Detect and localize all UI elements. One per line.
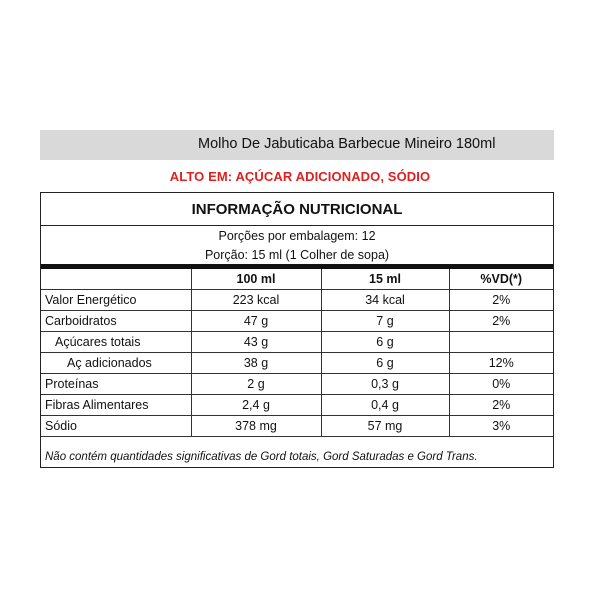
nutrient-name: Sódio — [41, 416, 191, 437]
nutrient-name: Valor Energético — [41, 290, 191, 311]
table-row — [41, 332, 553, 353]
nutrition-table — [41, 269, 553, 437]
product-title: Molho De Jabuticaba Barbecue Mineiro 180ml — [198, 136, 496, 152]
nutrient-name: Carboidratos — [41, 311, 191, 332]
value-per-portion: 0,4 g — [321, 395, 449, 416]
daily-value: 3% — [449, 416, 553, 437]
daily-value: 2% — [449, 290, 553, 311]
nutrient-name: Fibras Alimentares — [41, 395, 191, 416]
table-row — [41, 395, 553, 416]
value-per-portion: 6 g — [321, 332, 449, 353]
table-row — [41, 353, 553, 374]
nutrient-name: Proteínas — [41, 374, 191, 395]
servings-per-package: Porções por embalagem: 12 — [218, 229, 376, 243]
value-per-100ml: 47 g — [191, 311, 321, 332]
header-per-100ml: 100 ml — [191, 269, 321, 290]
nutrient-name: Açúcares totais — [41, 332, 191, 353]
table-header-row — [41, 269, 553, 290]
value-per-portion: 7 g — [321, 311, 449, 332]
value-per-portion: 6 g — [321, 353, 449, 374]
portion-size: Porção: 15 ml (1 Colher de sopa) — [204, 248, 390, 262]
nutrient-name: Aç adicionados — [41, 353, 191, 374]
footnote: Não contém quantidades significativas de Gord totais, Gord Saturadas e Gord Trans. — [45, 451, 478, 463]
value-per-100ml: 378 mg — [191, 416, 321, 437]
panel-title: INFORMAÇÃO NUTRICIONAL — [191, 201, 403, 218]
value-per-portion: 57 mg — [321, 416, 449, 437]
daily-value: 12% — [449, 353, 553, 374]
value-per-100ml: 2,4 g — [191, 395, 321, 416]
daily-value: 2% — [449, 395, 553, 416]
header-daily-value: %VD(*) — [449, 269, 553, 290]
nutrition-facts-panel — [40, 192, 554, 468]
daily-value: 2% — [449, 311, 553, 332]
value-per-portion: 0,3 g — [321, 374, 449, 395]
value-per-100ml: 43 g — [191, 332, 321, 353]
header-per-portion: 15 ml — [321, 269, 449, 290]
table-row — [41, 416, 553, 437]
table-row — [41, 290, 553, 311]
value-per-100ml: 38 g — [191, 353, 321, 374]
value-per-100ml: 223 kcal — [191, 290, 321, 311]
daily-value — [449, 332, 553, 353]
table-row — [41, 374, 553, 395]
daily-value: 0% — [449, 374, 553, 395]
header-nutrient — [41, 269, 191, 290]
product-title-bar — [40, 130, 554, 160]
table-row — [41, 311, 553, 332]
high-in-warning: ALTO EM: AÇÚCAR ADICIONADO, SÓDIO — [169, 169, 431, 184]
divider — [41, 225, 553, 226]
value-per-100ml: 2 g — [191, 374, 321, 395]
value-per-portion: 34 kcal — [321, 290, 449, 311]
